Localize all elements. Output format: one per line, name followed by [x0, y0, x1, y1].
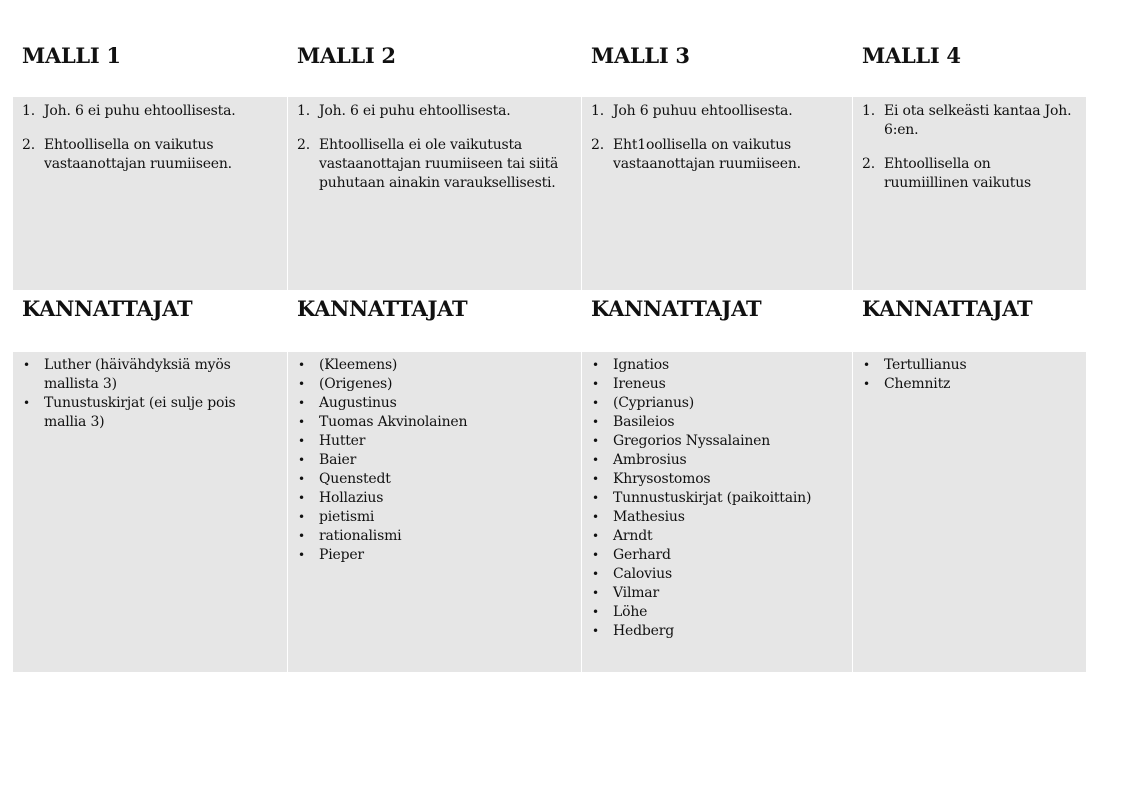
point-item [297, 136, 573, 193]
bullet-icon: • [298, 358, 305, 372]
model-title: MALLI 1 [22, 43, 121, 68]
points-list [591, 102, 844, 174]
supporters-list [22, 356, 279, 432]
bullet-icon: • [298, 415, 305, 429]
point-item [862, 102, 1078, 140]
supporter-name: Tunustuskirjat (ei sulje pois mallia 3) [44, 395, 236, 430]
supporter-item [862, 375, 1078, 394]
point-text: Joh. 6 ei puhu ehtoollisesta. [44, 103, 236, 119]
supporters-title: KANNATTAJAT [591, 296, 762, 321]
supporter-item [297, 375, 573, 394]
point-number: 1. [297, 103, 310, 119]
bullet-icon: • [298, 434, 305, 448]
supporter-name: (Origenes) [319, 376, 393, 392]
bullet-icon: • [298, 453, 305, 467]
points-list [862, 102, 1078, 193]
bullet-icon: • [863, 358, 870, 372]
points-list [22, 102, 279, 174]
supporter-name: Chemnitz [884, 376, 951, 392]
supporter-item [22, 394, 279, 432]
supporter-item [862, 356, 1078, 375]
bullet-icon: • [23, 358, 30, 372]
supporters-title: KANNATTAJAT [297, 296, 468, 321]
bullet-icon: • [298, 510, 305, 524]
supporter-name: Ambrosius [613, 452, 687, 468]
supporter-item [591, 565, 844, 584]
bullet-icon: • [592, 548, 599, 562]
supporters-cell [13, 352, 287, 672]
supporters-cell [288, 352, 581, 672]
bullet-icon: • [592, 567, 599, 581]
bullet-icon: • [592, 586, 599, 600]
supporter-name: (Kleemens) [319, 357, 398, 373]
point-number: 2. [862, 156, 875, 172]
model-title: MALLI 3 [591, 43, 690, 68]
supporter-item [297, 413, 573, 432]
point-number: 1. [22, 103, 35, 119]
model-title-cell [288, 28, 581, 96]
model-points-cell [853, 97, 1086, 290]
supporters-list [862, 356, 1078, 394]
bullet-icon: • [298, 529, 305, 543]
supporter-item [297, 432, 573, 451]
point-text: Joh. 6 ei puhu ehtoollisesta. [319, 103, 511, 119]
supporter-item [297, 356, 573, 375]
supporter-item [297, 470, 573, 489]
models-table [13, 28, 1085, 672]
supporter-name: Tunnustuskirjat (paikoittain) [613, 490, 812, 506]
bullet-icon: • [592, 453, 599, 467]
supporter-item [591, 546, 844, 565]
bullet-icon: • [592, 415, 599, 429]
supporter-name: Hedberg [613, 623, 674, 639]
point-number: 2. [297, 137, 310, 153]
supporter-item [591, 356, 844, 375]
bullet-icon: • [298, 548, 305, 562]
supporter-name: (Cyprianus) [613, 395, 695, 411]
point-text: Ei ota selkeästi kantaa Joh. 6:en. [884, 103, 1072, 138]
supporters-title-cell [582, 291, 852, 351]
supporters-cell [582, 352, 852, 672]
supporter-name: Hutter [319, 433, 366, 449]
supporter-name: Pieper [319, 547, 364, 563]
supporter-name: Augustinus [319, 395, 397, 411]
supporter-item [297, 489, 573, 508]
bullet-icon: • [298, 472, 305, 486]
supporter-item [22, 356, 279, 394]
supporter-item [591, 489, 844, 508]
bullet-icon: • [592, 605, 599, 619]
supporter-name: Basileios [613, 414, 675, 430]
supporter-name: Tuomas Akvinolainen [319, 414, 468, 430]
supporter-name: Tertullianus [884, 357, 967, 373]
supporter-name: Mathesius [613, 509, 685, 525]
supporter-item [591, 603, 844, 622]
bullet-icon: • [592, 434, 599, 448]
bullet-icon: • [592, 396, 599, 410]
point-text: Ehtoollisella on vaikutus vastaanottajan ruumiiseen. [44, 137, 232, 172]
bullet-icon: • [592, 358, 599, 372]
bullet-icon: • [592, 510, 599, 524]
bullet-icon: • [592, 377, 599, 391]
supporter-name: Ireneus [613, 376, 666, 392]
supporter-item [297, 508, 573, 527]
point-text: Joh 6 puhuu ehtoollisesta. [613, 103, 793, 119]
point-item [22, 102, 279, 121]
point-number: 1. [591, 103, 604, 119]
point-text: Ehtoollisella ei ole vaikutusta vastaanottajan ruumiiseen tai siitä puhutaan ainakin varauksellisesti. [319, 137, 559, 191]
supporter-name: rationalismi [319, 528, 402, 544]
supporter-item [591, 451, 844, 470]
supporter-item [591, 375, 844, 394]
model-points-cell [13, 97, 287, 290]
point-item [297, 102, 573, 121]
supporter-item [591, 413, 844, 432]
model-title: MALLI 2 [297, 43, 396, 68]
point-number: 2. [591, 137, 604, 153]
supporters-title-cell [13, 291, 287, 351]
bullet-icon: • [298, 491, 305, 505]
supporter-name: Ignatios [613, 357, 669, 373]
point-number: 1. [862, 103, 875, 119]
supporter-name: Löhe [613, 604, 648, 620]
model-points-cell [582, 97, 852, 290]
bullet-icon: • [298, 377, 305, 391]
supporter-item [297, 394, 573, 413]
model-title: MALLI 4 [862, 43, 961, 68]
supporters-title-cell [288, 291, 581, 351]
supporter-name: Hollazius [319, 490, 384, 506]
bullet-icon: • [592, 529, 599, 543]
supporters-title-cell [853, 291, 1086, 351]
bullet-icon: • [592, 472, 599, 486]
bullet-icon: • [298, 396, 305, 410]
supporter-name: Calovius [613, 566, 672, 582]
supporter-name: Quenstedt [319, 471, 391, 487]
supporter-name: Gregorios Nyssalainen [613, 433, 771, 449]
bullet-icon: • [592, 491, 599, 505]
supporter-item [591, 508, 844, 527]
supporter-name: Khrysostomos [613, 471, 711, 487]
point-number: 2. [22, 137, 35, 153]
supporter-name: Arndt [613, 528, 653, 544]
supporter-item [591, 584, 844, 603]
supporter-item [591, 432, 844, 451]
supporter-item [297, 546, 573, 565]
supporters-list [297, 356, 573, 565]
supporter-name: Baier [319, 452, 357, 468]
supporter-item [591, 470, 844, 489]
points-list [297, 102, 573, 193]
supporters-cell [853, 352, 1086, 672]
supporter-item [297, 451, 573, 470]
supporter-name: Luther (häivähdyksiä myös mallista 3) [44, 357, 231, 392]
supporters-title: KANNATTAJAT [862, 296, 1033, 321]
model-title-cell [853, 28, 1086, 96]
supporter-item [591, 622, 844, 641]
point-item [862, 155, 1078, 193]
point-item [22, 136, 279, 174]
model-points-cell [288, 97, 581, 290]
point-text: Eht1oollisella on vaikutus vastaanottajan ruumiiseen. [613, 137, 801, 172]
model-title-cell [582, 28, 852, 96]
supporter-name: Vilmar [613, 585, 659, 601]
bullet-icon: • [592, 624, 599, 638]
supporters-title: KANNATTAJAT [22, 296, 193, 321]
supporter-item [591, 527, 844, 546]
point-text: Ehtoollisella on ruumiillinen vaikutus [884, 156, 1032, 191]
model-title-cell [13, 28, 287, 96]
bullet-icon: • [863, 377, 870, 391]
supporter-name: Gerhard [613, 547, 671, 563]
point-item [591, 102, 844, 121]
supporter-name: pietismi [319, 509, 375, 525]
point-item [591, 136, 844, 174]
supporter-item [591, 394, 844, 413]
supporters-list [591, 356, 844, 641]
supporter-item [297, 527, 573, 546]
bullet-icon: • [23, 396, 30, 410]
